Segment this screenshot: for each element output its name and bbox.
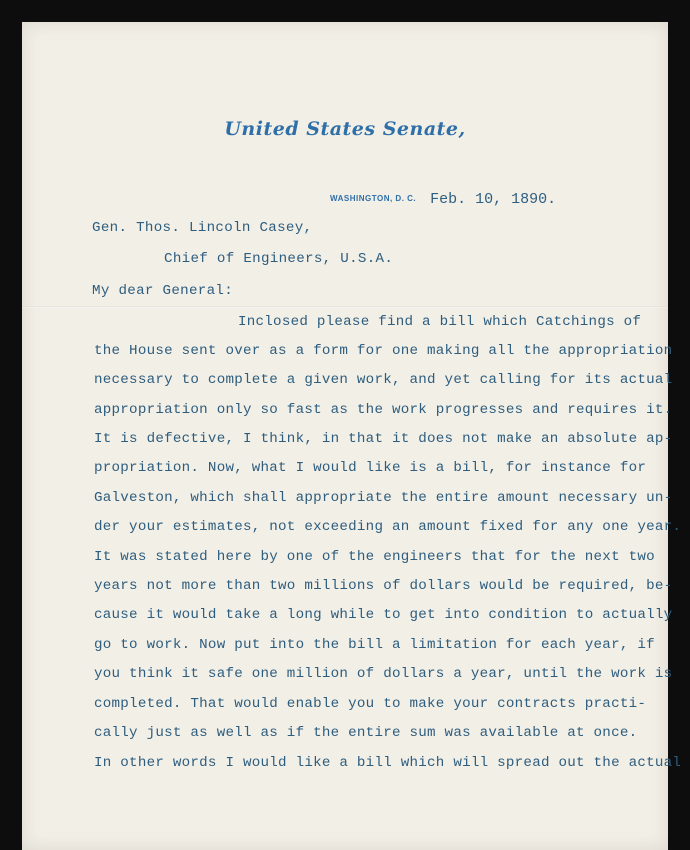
body-line: Galveston, which shall appropriate the entire amount necessary un- [94, 490, 673, 506]
body-line: completed. That would enable you to make your contracts practi- [94, 696, 647, 712]
body-line: appropriation only so fast as the work progresses and requires it. [94, 402, 673, 418]
recipient-title: Chief of Engineers, U.S.A. [164, 251, 394, 267]
body-line: In other words I would like a bill which will spread out the actual [94, 755, 682, 771]
body-line: cause it would take a long while to get into condition to actually [94, 607, 673, 623]
recipient-name: Gen. Thos. Lincoln Casey, [92, 220, 313, 236]
body-line: It is defective, I think, in that it does not make an absolute ap- [94, 431, 673, 447]
letter-date: Feb. 10, 1890. [430, 191, 557, 208]
dateline [330, 190, 556, 208]
place-label: WASHINGTON, D. C. [330, 194, 417, 203]
letterhead: United States Senate, [224, 118, 466, 140]
body-line: go to work. Now put into the bill a limitation for each year, if [94, 637, 655, 653]
body-line: der your estimates, not exceeding an amount fixed for any one year. [94, 519, 682, 535]
paper-fold [22, 306, 668, 308]
body-line: you think it safe one million of dollars a year, until the work is [94, 666, 673, 682]
body-line: the House sent over as a form for one making all the appropriation [94, 343, 673, 359]
body-line: necessary to complete a given work, and yet calling for its actual [94, 372, 673, 388]
body-line: propriation. Now, what I would like is a bill, for instance for [94, 460, 647, 476]
body-line: Inclosed please find a bill which Catchings of [238, 314, 642, 330]
body-line: It was stated here by one of the engineers that for the next two [94, 549, 655, 565]
salutation: My dear General: [92, 283, 234, 299]
body-line: years not more than two millions of dollars would be required, be- [94, 578, 673, 594]
body-line: cally just as well as if the entire sum was available at once. [94, 725, 638, 741]
